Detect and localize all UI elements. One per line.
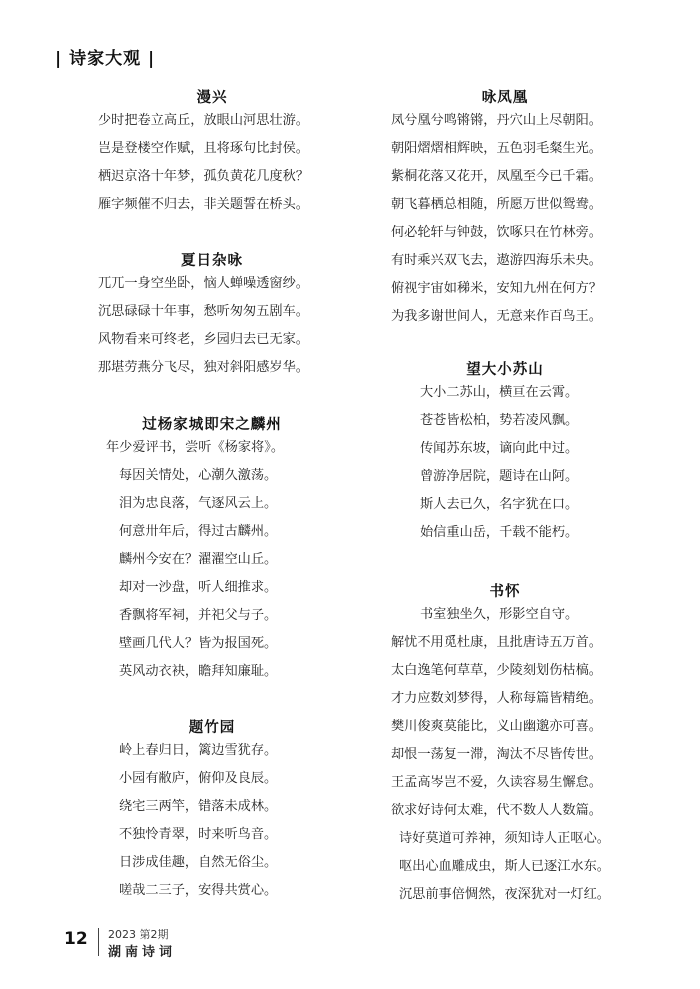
poem-line: 日涉成佳趣，自然无俗尘。	[119, 855, 278, 870]
poem-line: 朝飞暮栖总相随，所愿万世似鸳鸯。	[391, 197, 602, 212]
poem-line: 那堪劳燕分飞尽，独对斜阳感岁华。	[98, 360, 309, 375]
poem-line: 传闻苏东坡，谪向此中过。	[420, 441, 579, 456]
poem-line: 为我多谢世间人，无意来作百鸟王。	[391, 309, 602, 324]
poem-line: 英风动衣袂，瞻拜知廉耻。	[119, 664, 278, 679]
poem-line: 有时乘兴双飞去，遨游四海乐未央。	[391, 253, 602, 268]
poem-line: 岭上春归日，篱边雪犹存。	[119, 743, 278, 758]
poem-title: 漫兴	[196, 90, 228, 106]
poem-line: 朝阳熠熠相辉映，五色羽毛粲生光。	[391, 141, 602, 156]
poem-line: 嗟哉二三子，安得共赏心。	[119, 883, 278, 898]
poem-line: 沉思碌碌十年事，愁听匆匆五剧车。	[98, 304, 309, 319]
poem-title: 题竹园	[188, 720, 236, 736]
poem-line: 兀兀一身空坐卧，恼人蝉噪透窗纱。	[98, 276, 309, 291]
poem-line: 每因关情处，心潮久激荡。	[119, 468, 278, 483]
poem-line: 何意卅年后，得过古麟州。	[119, 524, 278, 539]
page-number: 12	[64, 929, 88, 949]
poem-line: 太白逸笔何草草，少陵刻划伤枯槁。	[391, 663, 602, 678]
poem-line: 却对一沙盘，听人细推求。	[119, 580, 278, 595]
poem-line: 不独怜青翠，时来听鸟音。	[119, 827, 278, 842]
poem-line: 诗好莫道可养神，须知诗人正呕心。	[399, 831, 610, 846]
poem-line: 俯视宇宙如稊米，安知九州在何方？	[391, 281, 602, 296]
poem-line: 王孟高岑岂不爱，久读容易生懈怠。	[391, 775, 602, 790]
poem-line: 壁画几代人？皆为报国死。	[119, 636, 278, 651]
poem-line: 麟州今安在？濯濯空山丘。	[119, 552, 278, 567]
poem-title: 过杨家城即宋之麟州	[142, 417, 282, 433]
poem-line: 风物看来可终老，乡园归去已无家。	[98, 332, 309, 347]
poem-line: 苍苍皆松柏，势若凌风飘。	[420, 413, 579, 428]
poem-title: 夏日杂咏	[181, 253, 243, 269]
poem-line: 才力应数刘梦得，人称每篇皆精绝。	[391, 691, 602, 706]
poem-line: 始信重山岳，千载不能朽。	[420, 525, 579, 540]
poem-line: 少时把卷立高丘，放眼山河思壮游。	[98, 113, 309, 128]
poem-line: 栖迟京洛十年梦，孤负黄花几度秋？	[98, 169, 309, 184]
poem-line: 解忧不用觅杜康，且批唐诗五万首。	[391, 635, 602, 650]
poem-line: 凤兮凰兮鸣锵锵，丹穴山上尽朝阳。	[391, 113, 602, 128]
poem-title: 书怀	[489, 584, 521, 600]
poem-line: 欲求好诗何太难，代不数人人数篇。	[391, 803, 602, 818]
section-header: | 诗家大观 |	[55, 49, 156, 69]
poem-line: 大小二苏山，横亘在云霄。	[420, 385, 579, 400]
poem-line: 斯人去已久，名字犹在口。	[420, 497, 579, 512]
poem-line: 岂是登楼空作赋，且将琢句比封侯。	[98, 141, 309, 156]
poem-line: 曾游净居院，题诗在山阿。	[420, 469, 579, 484]
poem-line: 却恨一荡复一滞，淘汰不尽皆传世。	[391, 747, 602, 762]
poem-line: 紫桐花落又花开，凤凰至今已千霜。	[391, 169, 602, 184]
poem-line: 樊川俊爽莫能比，义山幽邈亦可喜。	[391, 719, 602, 734]
poem-line: 绕宅三两竿，错落未成林。	[119, 799, 278, 814]
poem-title: 望大小苏山	[466, 362, 544, 378]
poem-line: 呕出心血雕成虫，斯人已逐江水东。	[399, 859, 610, 874]
poem-line: 小园有敝庐，俯仰及良辰。	[119, 771, 278, 786]
journal-name: 湖南诗词	[108, 945, 177, 960]
footer-divider	[98, 928, 99, 956]
issue-label: 2023 第2期	[108, 928, 169, 941]
poem-line: 书室独坐久，形影空自守。	[420, 607, 579, 622]
poem-line: 香飘将军祠，并祀父与子。	[119, 608, 278, 623]
poem-title: 咏凤凰	[481, 90, 529, 106]
poem-line: 何必轮轩与钟鼓，饮啄只在竹林旁。	[391, 225, 602, 240]
poem-line: 泪为忠良落，气逐风云上。	[119, 496, 278, 511]
poem-line: 沉思前事倍惆然，夜深犹对一灯红。	[399, 887, 610, 902]
poem-line: 雁字频催不归去，非关题誓在桥头。	[98, 197, 309, 212]
poem-line: 年少爱评书，尝听《杨家将》。	[106, 440, 285, 455]
